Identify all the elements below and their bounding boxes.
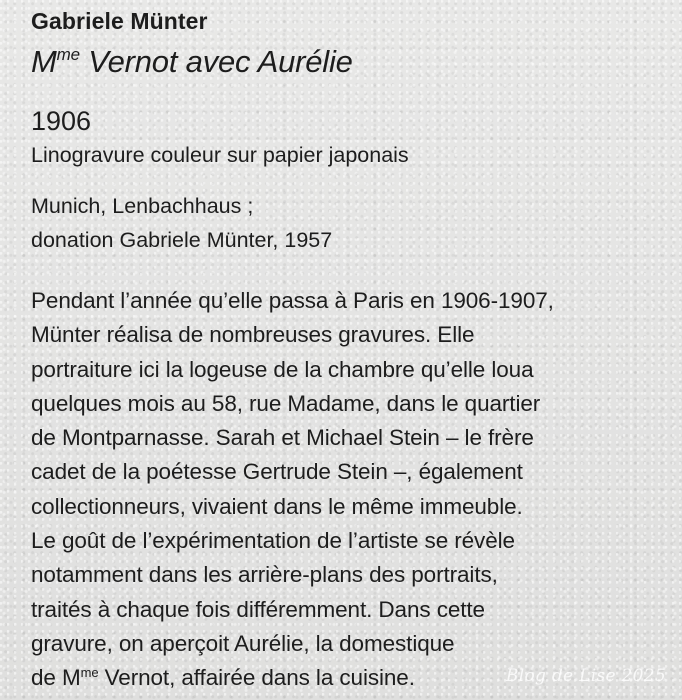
description-line: Le goût de l’expérimentation de l’artiste se révèle: [31, 528, 515, 554]
title-superscript: me: [56, 45, 80, 64]
description-line: gravure, on aperçoit Aurélie, la domestique: [31, 630, 455, 656]
artwork-year: 1906: [31, 106, 92, 136]
description-line: portraiture ici la logeuse de la chambre qu’elle loua: [31, 356, 534, 382]
title-prefix: M: [31, 44, 57, 79]
description-line: traités à chaque fois différemment. Dans cette: [31, 596, 485, 622]
watermark: Blog de Lise 2025: [505, 666, 666, 686]
description-last-line: [31, 661, 554, 695]
artist-name: Gabriele Münter: [31, 8, 208, 34]
last-line-superscript: me: [80, 665, 99, 681]
description: [31, 284, 554, 696]
last-line-rest: Vernot, affairée dans la cuisine.: [98, 665, 415, 691]
description-line: notamment dans les arrière-plans des portraits,: [31, 562, 498, 588]
description-line: Pendant l’année qu’elle passa à Paris en 1906-1907,: [31, 288, 554, 313]
provenance: [31, 189, 332, 257]
description-line: Münter réalisa de nombreuses gravures. Elle: [31, 322, 475, 348]
last-line-prefix: de M: [31, 665, 81, 691]
title-rest: Vernot avec Aurélie: [79, 44, 353, 79]
description-line: quelques mois au 58, rue Madame, dans le quartier: [31, 390, 541, 416]
description-line: cadet de la poétesse Gertrude Stein –, également: [31, 459, 523, 485]
artwork-title: [31, 44, 353, 80]
artwork-technique: Linogravure couleur sur papier japonais: [31, 143, 409, 167]
description-line: collectionneurs, vivaient dans le même immeuble.: [31, 493, 523, 519]
description-line: de Montparnasse. Sarah et Michael Stein – le frère: [31, 425, 534, 451]
museum-label: [31, 0, 671, 700]
provenance-line: donation Gabriele Münter, 1957: [31, 228, 333, 252]
provenance-line: Munich, Lenbachhaus ;: [31, 194, 254, 218]
